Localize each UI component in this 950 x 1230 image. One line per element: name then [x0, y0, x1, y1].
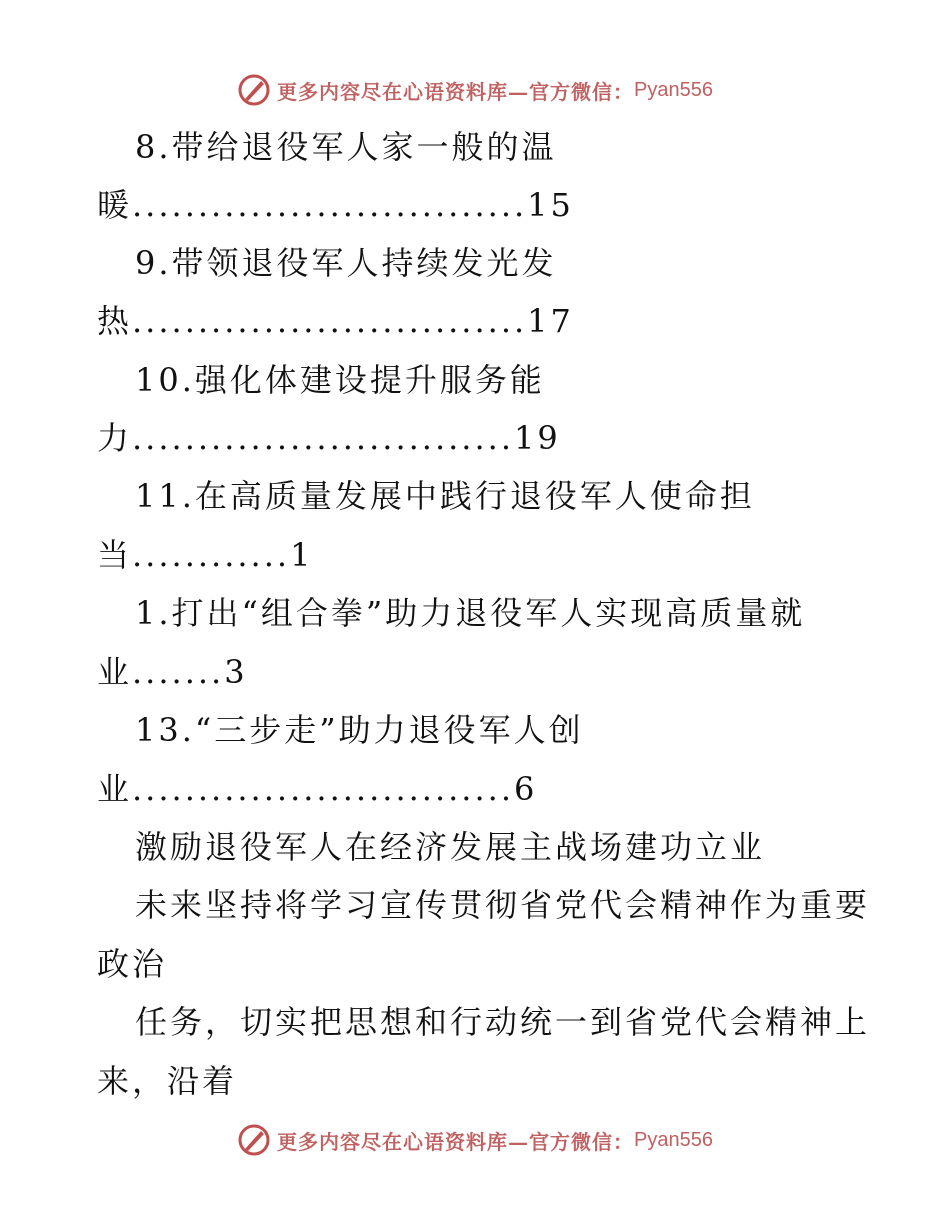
body-text-line: 任务，切实把思想和行动统一到省党代会精神上 — [135, 1003, 871, 1041]
pen-logo-icon — [237, 1123, 271, 1157]
body-text-line: 激励退役军人在经济发展主战场建功立业 — [135, 828, 766, 866]
toc-entry-line: 11.在高质量发展中践行退役军人使命担 — [135, 477, 755, 515]
toc-entry-line: 暖..............................15 — [97, 186, 574, 224]
header-watermark — [0, 70, 950, 110]
toc-entry-line: 热..............................17 — [97, 302, 574, 340]
body-text-line: 来，沿着 — [97, 1062, 238, 1100]
body-text-line: 未来坚持将学习宣传贯彻省党代会精神作为重要 — [135, 886, 871, 924]
watermark-id: Pyan556 — [634, 1128, 713, 1151]
toc-entry-line: 9.带领退役军人持续发光发 — [135, 244, 557, 282]
watermark-text: 更多内容尽在心语资料库—官方微信： — [277, 79, 635, 104]
footer-watermark — [0, 1120, 950, 1160]
body-text-line: 政治 — [97, 945, 168, 983]
toc-entry-line: 业.............................6 — [97, 770, 538, 808]
toc-entry-line: 10.强化体建设提升服务能 — [135, 361, 545, 399]
toc-entry-line: 当............1 — [97, 536, 314, 574]
watermark-text: 更多内容尽在心语资料库—官方微信： — [277, 1129, 635, 1154]
pen-logo-icon — [237, 73, 271, 107]
toc-entry-line: 1.打出“组合拳”助力退役军人实现高质量就 — [135, 594, 806, 632]
toc-entry-line: 力.............................19 — [97, 419, 561, 457]
toc-entry-line: 业.......3 — [97, 653, 248, 691]
watermark-id: Pyan556 — [634, 78, 713, 101]
toc-entry-line: 13.“三步走”助力退役军人创 — [135, 711, 584, 749]
toc-entry-line: 8.带给退役军人家一般的温 — [135, 128, 557, 166]
